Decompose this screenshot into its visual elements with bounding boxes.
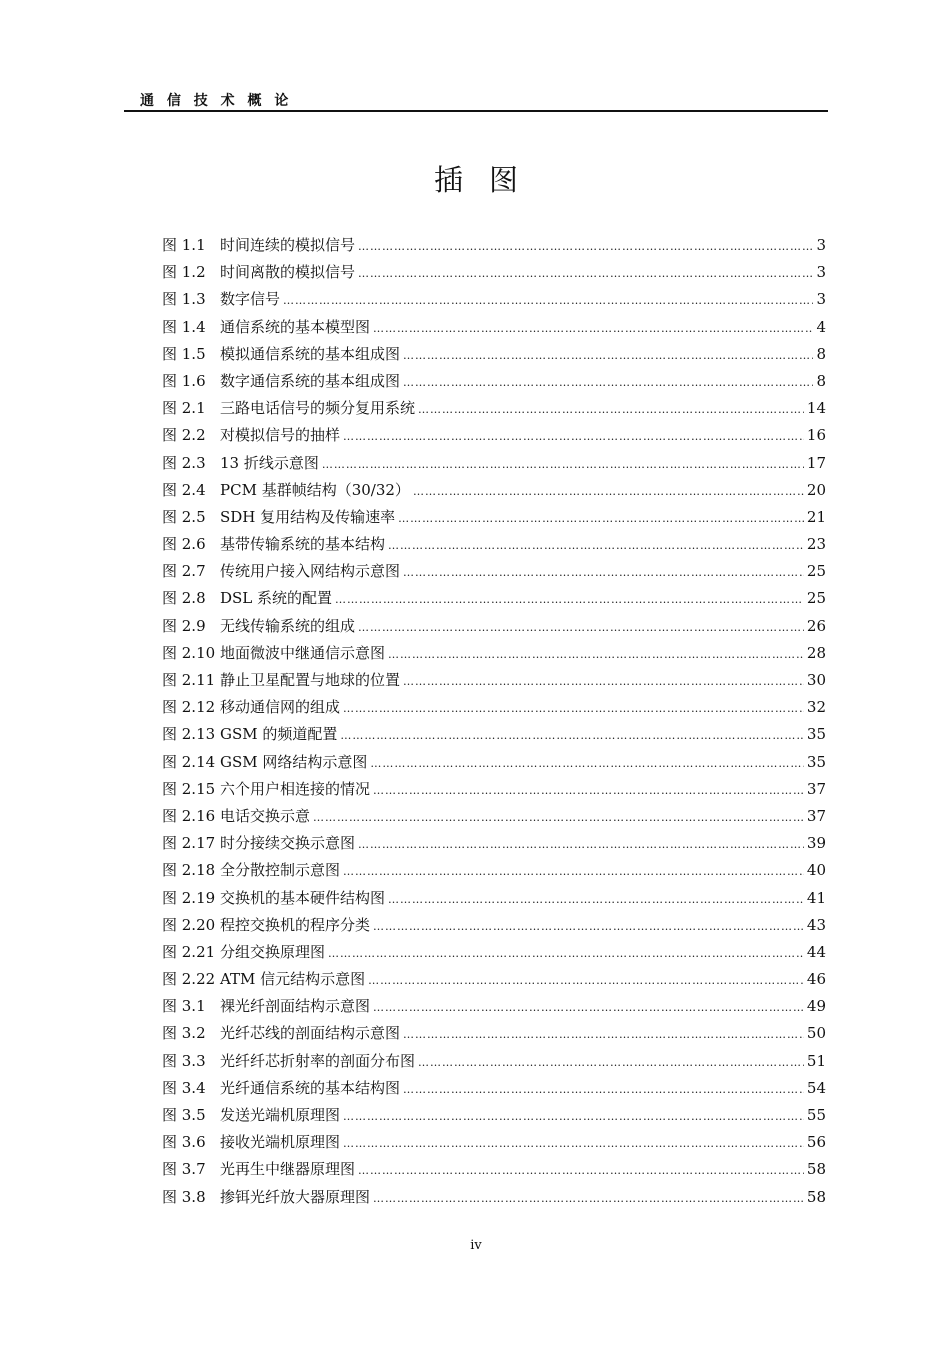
figure-title: 程控交换机的程序分类 <box>220 915 371 934</box>
figure-number: 图 2.1 <box>162 399 206 418</box>
dot-leader <box>343 1130 804 1157</box>
figure-entry <box>162 368 826 395</box>
figure-page: 30 <box>806 671 826 689</box>
figure-page: 39 <box>806 834 826 853</box>
dot-leader <box>373 994 804 1021</box>
figure-entry <box>162 450 826 477</box>
figure-entry <box>162 1129 826 1156</box>
figure-number: 图 2.21 <box>162 942 216 961</box>
figure-page: 21 <box>806 507 826 526</box>
figure-page: 28 <box>806 643 826 662</box>
figure-title: 无线传输系统的组成 <box>220 616 356 635</box>
figure-entry <box>162 667 826 694</box>
figure-title: 数字信号 <box>220 290 281 309</box>
figure-title: ATM 信元结构示意图 <box>220 970 366 989</box>
dot-leader <box>340 722 804 749</box>
figure-page: 41 <box>806 888 826 907</box>
figure-number: 图 2.19 <box>162 888 216 907</box>
figure-number: 图 2.18 <box>162 861 216 880</box>
figure-number: 图 1.3 <box>162 290 206 309</box>
figure-page: 3 <box>816 263 826 282</box>
figure-number: 图 2.13 <box>162 725 216 744</box>
figure-title: 数字通信系统的基本组成图 <box>220 371 401 390</box>
figure-title: 13 折线示意图 <box>220 453 319 472</box>
dot-leader <box>368 967 804 994</box>
dot-leader <box>388 641 804 668</box>
figure-page: 55 <box>806 1106 826 1124</box>
figure-entry <box>162 966 826 993</box>
dot-leader <box>403 668 804 695</box>
figure-number: 图 3.3 <box>162 1051 206 1070</box>
figure-title: 全分散控制示意图 <box>220 861 341 880</box>
figure-entry <box>162 721 826 748</box>
figure-page: 17 <box>806 453 826 472</box>
figure-number: 图 3.1 <box>162 997 206 1016</box>
figure-title: 接收光端机原理图 <box>220 1133 341 1152</box>
dot-leader <box>403 369 813 396</box>
figure-page: 14 <box>806 399 826 418</box>
figure-page: 50 <box>806 1024 826 1043</box>
figure-number: 图 2.3 <box>162 453 206 472</box>
figure-title: GSM 网络结构示意图 <box>220 752 368 771</box>
figure-page: 3 <box>816 290 826 309</box>
figure-title: 交换机的基本硬件结构图 <box>220 888 386 907</box>
figure-title: PCM 基群帧结构（30/32） <box>220 480 410 499</box>
figure-number: 图 2.17 <box>162 834 216 853</box>
dot-leader <box>403 1076 804 1103</box>
figure-title: 电话交换示意 <box>220 806 311 825</box>
dot-leader <box>403 342 813 369</box>
figure-page: 35 <box>806 752 826 771</box>
figure-entry <box>162 830 826 857</box>
figure-number: 图 2.15 <box>162 779 216 798</box>
figure-page: 37 <box>806 779 826 798</box>
dot-leader <box>343 695 804 722</box>
figure-number: 图 2.8 <box>162 589 206 608</box>
figure-entry <box>162 259 826 286</box>
dot-leader <box>358 614 804 641</box>
dot-leader <box>403 559 804 586</box>
figure-page: 23 <box>806 535 826 554</box>
figure-title: 地面微波中继通信示意图 <box>220 643 386 662</box>
running-head: 通 信 技 术 概 论 <box>140 93 293 109</box>
figure-page: 44 <box>806 942 826 961</box>
figure-entry <box>162 1156 826 1183</box>
figure-title: SDH 复用结构及传输速率 <box>220 507 396 526</box>
figure-entry <box>162 857 826 884</box>
figure-title: 分组交换原理图 <box>220 942 326 961</box>
figure-page: 8 <box>816 344 826 363</box>
figure-title: 对模拟信号的抽样 <box>220 426 341 445</box>
figure-number: 图 3.6 <box>162 1133 206 1152</box>
figure-number: 图 2.22 <box>162 970 216 989</box>
dot-leader <box>335 586 804 613</box>
figure-entry <box>162 803 826 830</box>
figure-entry <box>162 640 826 667</box>
figure-page: 35 <box>806 725 826 744</box>
figure-title: 光纤芯线的剖面结构示意图 <box>220 1024 401 1043</box>
dot-leader <box>322 451 804 478</box>
dot-leader <box>373 913 804 940</box>
dot-leader <box>373 777 804 804</box>
figure-entry <box>162 776 826 803</box>
figure-number: 图 1.2 <box>162 263 206 282</box>
dot-leader <box>343 423 804 450</box>
figure-page: 58 <box>806 1160 826 1179</box>
figure-page: 46 <box>806 970 826 989</box>
figure-number: 图 2.4 <box>162 480 206 499</box>
figure-page: 4 <box>816 317 826 336</box>
figure-entry <box>162 477 826 504</box>
figure-title: 模拟通信系统的基本组成图 <box>220 344 401 363</box>
figure-title: 基带传输系统的基本结构 <box>220 535 386 554</box>
figure-entry <box>162 613 826 640</box>
figure-title: 传统用户接入网结构示意图 <box>220 562 401 581</box>
figure-entry <box>162 993 826 1020</box>
dot-leader <box>388 886 804 913</box>
figure-entry <box>162 422 826 449</box>
figure-entry <box>162 286 826 313</box>
figure-number: 图 2.20 <box>162 915 216 934</box>
figure-title: 时间离散的模拟信号 <box>220 263 356 282</box>
figure-number: 图 1.6 <box>162 371 206 390</box>
dot-leader <box>403 1021 804 1048</box>
figure-page: 26 <box>806 616 826 635</box>
figure-number: 图 2.9 <box>162 616 206 635</box>
figure-entry <box>162 694 826 721</box>
dot-leader <box>343 1103 804 1130</box>
figure-entry <box>162 341 826 368</box>
figure-entry <box>162 1020 826 1047</box>
dot-leader <box>373 315 813 342</box>
figure-title: GSM 的频道配置 <box>220 725 338 744</box>
figure-entry <box>162 395 826 422</box>
dot-leader <box>370 750 804 777</box>
figure-number: 图 1.4 <box>162 317 206 336</box>
dot-leader <box>358 831 804 858</box>
figure-page: 43 <box>806 915 826 934</box>
figure-entry <box>162 531 826 558</box>
figure-number: 图 2.6 <box>162 535 206 554</box>
figure-title: 掺铒光纤放大器原理图 <box>220 1187 371 1206</box>
dot-leader <box>388 532 804 559</box>
figure-page: 51 <box>806 1051 826 1070</box>
figure-entry <box>162 585 826 612</box>
figure-entry <box>162 558 826 585</box>
dot-leader <box>413 478 804 505</box>
figure-entry <box>162 1075 826 1102</box>
figure-page: 25 <box>806 589 826 608</box>
figure-title: 光纤通信系统的基本结构图 <box>220 1078 401 1097</box>
dot-leader <box>418 1049 804 1076</box>
figure-page: 56 <box>806 1133 826 1152</box>
figure-page: 3 <box>816 236 826 254</box>
figure-number: 图 3.7 <box>162 1160 206 1179</box>
figure-entry <box>162 912 826 939</box>
figure-entry <box>162 1184 826 1211</box>
figure-entry <box>162 749 826 776</box>
figure-title: 光纤纤芯折射率的剖面分布图 <box>220 1051 416 1070</box>
figure-title: 光再生中继器原理图 <box>220 1160 356 1179</box>
figure-number: 图 2.14 <box>162 752 216 771</box>
figure-title: 时分接续交换示意图 <box>220 834 356 853</box>
figure-entry <box>162 314 826 341</box>
figure-number: 图 3.2 <box>162 1024 206 1043</box>
dot-leader <box>358 260 813 287</box>
figure-entry <box>162 504 826 531</box>
figure-number: 图 1.1 <box>162 236 206 254</box>
figure-number: 图 2.12 <box>162 698 216 717</box>
figure-entry <box>162 232 826 259</box>
figure-title: 通信系统的基本模型图 <box>220 317 371 336</box>
page-number: iv <box>470 1238 482 1253</box>
figure-entry <box>162 939 826 966</box>
figure-list <box>162 232 826 1211</box>
figure-title: 移动通信网的组成 <box>220 698 341 717</box>
dot-leader <box>398 505 804 532</box>
figure-page: 58 <box>806 1187 826 1206</box>
figure-title: DSL 系统的配置 <box>220 589 333 608</box>
dot-leader <box>313 804 804 831</box>
figure-number: 图 2.5 <box>162 507 206 526</box>
figure-title: 三路电话信号的频分复用系统 <box>220 399 416 418</box>
figure-page: 8 <box>816 371 826 390</box>
figure-number: 图 2.7 <box>162 562 206 581</box>
figure-page: 32 <box>806 698 826 717</box>
figure-number: 图 2.11 <box>162 671 216 689</box>
header-rule <box>124 110 828 112</box>
dot-leader <box>418 396 804 423</box>
figure-page: 40 <box>806 861 826 880</box>
figure-number: 图 3.4 <box>162 1078 206 1097</box>
figure-page: 49 <box>806 997 826 1016</box>
figure-title: 六个用户相连接的情况 <box>220 779 371 798</box>
figure-number: 图 2.10 <box>162 643 216 662</box>
dot-leader <box>358 1157 804 1184</box>
figure-page: 16 <box>806 426 826 445</box>
figure-page: 54 <box>806 1078 826 1097</box>
figure-page: 20 <box>806 480 826 499</box>
figure-number: 图 1.5 <box>162 344 206 363</box>
figure-title: 静止卫星配置与地球的位置 <box>220 671 401 689</box>
dot-leader <box>343 858 804 885</box>
figure-entry <box>162 885 826 912</box>
figure-entry <box>162 1102 826 1129</box>
figure-number: 图 2.2 <box>162 426 206 445</box>
figure-number: 图 2.16 <box>162 806 216 825</box>
figure-page: 25 <box>806 562 826 581</box>
figure-title: 裸光纤剖面结构示意图 <box>220 997 371 1016</box>
figure-number: 图 3.8 <box>162 1187 206 1206</box>
figure-title: 时间连续的模拟信号 <box>220 236 356 254</box>
figure-title: 发送光端机原理图 <box>220 1106 341 1124</box>
page-title: 插图 <box>433 163 544 197</box>
dot-leader <box>373 1185 804 1212</box>
dot-leader <box>358 233 813 260</box>
dot-leader <box>283 287 813 314</box>
figure-number: 图 3.5 <box>162 1106 206 1124</box>
figure-entry <box>162 1048 826 1075</box>
dot-leader <box>328 940 804 967</box>
figure-page: 37 <box>806 806 826 825</box>
